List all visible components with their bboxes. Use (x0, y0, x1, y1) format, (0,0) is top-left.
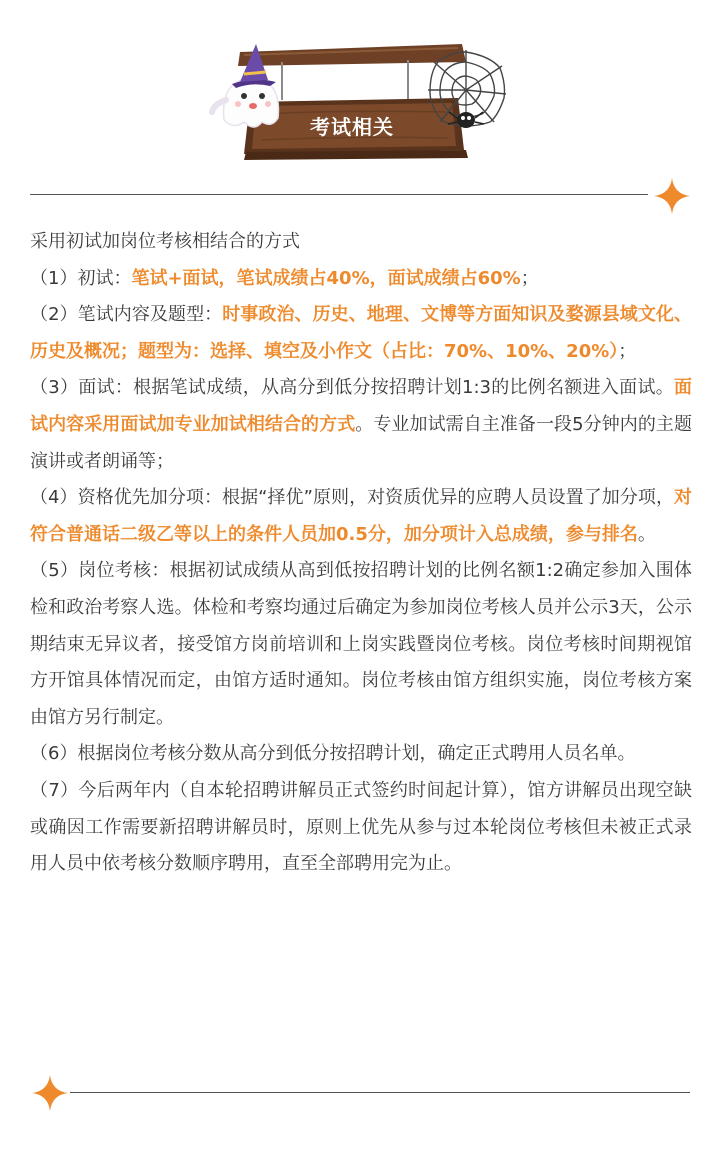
item-2 (30, 297, 692, 370)
item-4-prefix: （4）资格优先加分项：根据“择优”原则，对资质优异的应聘人员设置了加分项， (30, 487, 674, 509)
bottom-divider (70, 1092, 690, 1093)
item-3-suffix: 。专业加试需自主准备一段5分钟内的主题演讲或者朗诵等； (30, 413, 693, 472)
item-2-suffix: ； (618, 340, 637, 362)
item-7: （7）今后两年内（自本轮招聘讲解员正式签约时间起计算），馆方讲解员出现空缺或确因工作需要新招聘讲解员时，原则上优先从参与过本轮岗位考核但未被正式录用人员中依考核分数顺序聘用，直至全部聘用完为止。 (30, 779, 692, 875)
item-3 (30, 370, 692, 480)
item-6: （6）根据岗位考核分数从高分到低分按招聘计划，确定正式聘用人员名单。 (30, 743, 636, 765)
item-1 (30, 261, 692, 298)
section-title: 考试相关 (310, 114, 394, 139)
item-1-suffix: ； (520, 267, 539, 289)
item-3-prefix: （3）面试：根据笔试成绩，从高分到低分按招聘计划1:3的比例名额进入面试。 (30, 377, 674, 399)
intro-text: 采用初试加岗位考核相结合的方式 (30, 231, 300, 252)
four-point-star-icon (652, 176, 692, 216)
item-1-prefix: （1）初试： (30, 267, 132, 289)
item-4 (30, 480, 692, 553)
header-illustration (0, 0, 720, 180)
top-divider (30, 194, 648, 195)
item-4-highlight: 对符合普通话二级乙等以上的条件人员加0.5分，加分项计入总成绩，参与排名 (30, 487, 692, 545)
item-1-highlight: 笔试+面试，笔试成绩占40%，面试成绩占60% (131, 267, 521, 289)
exam-info-content (30, 224, 692, 883)
four-point-star-icon (30, 1073, 70, 1113)
item-2-highlight: 时事政治、历史、地理、文博等方面知识及婺源县域文化、历史及概况；题型为：选择、填空及小作文（占比：70%、10%、20%） (30, 304, 693, 362)
item-5: （5）岗位考核：根据初试成绩从高到低按招聘计划的比例名额1:2确定参加入围体检和政治考察人选。体检和考察均通过后确定为参加岗位考核人员并公示3天，公示期结束无异议者，接受馆方岗前培训和上岗实践暨岗位考核。岗位考核时间期视馆方开馆具体情况而定，由馆方适时通知。岗位考核由馆方组织实施，岗位考核方案由馆方另行制定。 (30, 560, 692, 728)
item-4-suffix: 。 (637, 523, 656, 545)
item-2-prefix: （2）笔试内容及题型： (30, 304, 223, 326)
item-3-highlight: 面试内容采用面试加专业加试相结合的方式 (30, 377, 692, 435)
